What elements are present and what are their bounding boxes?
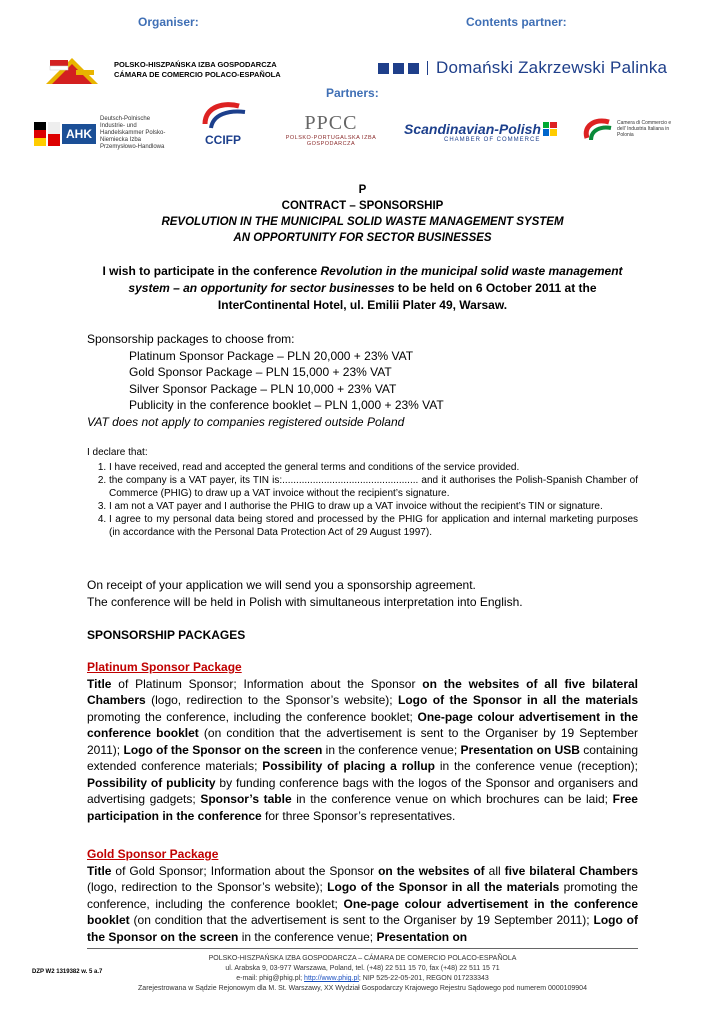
title-letter: P xyxy=(358,184,367,196)
platinum-description xyxy=(87,676,638,825)
platinum-text-segment: in the conference venue; xyxy=(322,742,461,757)
declaration-item: 3. I am not a VAT payer and I authorise the PHIG to draw up a VAT invoice without the recipient’s TIN or signature. xyxy=(109,500,638,513)
declaration-list xyxy=(87,461,638,539)
gold-text-segment: Presentation on xyxy=(376,929,468,944)
intro-part-1: I wish to participate in the conference xyxy=(102,264,321,278)
italian-chamber-logo xyxy=(581,116,679,142)
gold-title: Gold Sponsor Package xyxy=(87,847,219,861)
phig-name xyxy=(114,60,281,80)
ppcc-name: PPCC xyxy=(304,112,358,134)
declaration-item: 4. I agree to my personal data being stored and processed by the PHIG for application and internal marketing purposes (in accordance with the Personal Data Protection Act of 29 August 1997). xyxy=(109,513,638,539)
package-option: Platinum Sponsor Package – PLN 20,000 + 23% VAT xyxy=(129,348,414,363)
doc-code: DZP W2 1319382 w. 5 a.7 xyxy=(32,969,103,975)
declare-heading: I declare that: xyxy=(87,447,148,458)
footer xyxy=(87,954,638,994)
platinum-text-segment: One-page colour advertisement in the conference booklet xyxy=(87,709,638,740)
gold-text-segment: all xyxy=(484,863,505,878)
gold-text-segment: One-page colour advertisement in the conference booklet xyxy=(87,896,638,927)
platinum-text-segment: by funding conference bags with the logos of the Sponsor and organisers and advertising gadgets; xyxy=(87,775,638,806)
ccifp-logo xyxy=(190,100,256,147)
ccifp-name: CCIFP xyxy=(205,133,241,147)
platinum-title: Platinum Sponsor Package xyxy=(87,660,242,674)
phig-logo xyxy=(42,52,102,88)
package-option: Publicity in the conference booklet – PLN 1,000 + 23% VAT xyxy=(129,398,444,412)
platinum-text-segment: Possibility of placing a rollup xyxy=(262,759,436,773)
platinum-text-segment: in the conference venue (reception); xyxy=(435,759,639,773)
gold-text-segment: Logo of the Sponsor on the screen xyxy=(87,913,638,944)
receipt-line-2: The conference will be held in Polish with simultaneous interpretation into English. xyxy=(87,594,523,609)
ccifp-swoosh-icon xyxy=(195,100,251,130)
scandinavian-polish-logo xyxy=(404,121,557,143)
receipt-notice xyxy=(87,577,638,610)
contract-title xyxy=(87,182,638,246)
gold-text-segment: Logo of the Sponsor in all the materials xyxy=(327,880,560,894)
dzp-square-icon xyxy=(408,63,419,74)
platinum-text-segment: of Platinum Sponsor; Information about the Sponsor xyxy=(111,676,423,691)
package-option: Gold Sponsor Package – PLN 15,000 + 23% VAT xyxy=(129,365,392,379)
platinum-text-segment: containing extended conference materials; xyxy=(87,742,639,773)
platinum-text-segment: (on condition that the advertisement is sent to the Organiser by 19 September 2011); xyxy=(87,726,638,757)
title-line-3: AN OPPORTUNITY FOR SECTOR BUSINESSES xyxy=(233,232,492,244)
participation-statement xyxy=(87,263,638,314)
dzp-name: Domański Zakrzewski Palinka xyxy=(436,58,668,77)
scandinavian-polish-name: Scandinavian-Polish xyxy=(404,121,541,137)
declarations xyxy=(87,446,638,539)
organiser-label: Organiser: xyxy=(138,15,199,29)
phig-name-pl: POLSKO-HISZPAŃSKA IZBA GOSPODARCZA xyxy=(114,60,277,69)
ppcc-logo xyxy=(284,112,378,147)
footer-email: e-mail: phig@phig.pl; xyxy=(236,975,305,982)
package-options xyxy=(87,331,638,430)
declaration-item: 1. I have received, read and accepted the general terms and conditions of the service provided. xyxy=(109,461,638,474)
scandinavian-flags-icon xyxy=(543,122,557,136)
footer-line-2: ul. Arabska 9, 03-977 Warszawa, Poland, tel. (+48) 22 511 15 70, fax (+48) 22 511 15 71 xyxy=(225,965,500,972)
platinum-text-segment: Free participation in the conference xyxy=(87,792,638,823)
footer-website-link[interactable]: http://www.phig.pl xyxy=(304,975,359,982)
packages-heading: Sponsorship packages to choose from: xyxy=(87,332,295,346)
contents-partner-label: Contents partner: xyxy=(466,15,567,29)
platinum-text-segment: Presentation on USB xyxy=(460,742,580,757)
gold-text-segment: of Gold Sponsor; Information about the Sponsor xyxy=(111,863,379,878)
platinum-text-segment: promoting the conference, including the conference booklet; xyxy=(87,709,418,724)
intro-part-2: to be held on 6 October 2011 at the InterContinental Hotel, ul. Emilii Plater 49, Warsaw. xyxy=(217,281,597,312)
title-line-2: REVOLUTION IN THE MUNICIPAL SOLID WASTE MANAGEMENT SYSTEM xyxy=(161,216,564,228)
dzp-divider xyxy=(427,61,428,75)
gold-text-segment: (logo, redirection to the Sponsor’s website); xyxy=(87,880,328,894)
platinum-text-segment: Logo of the Sponsor on the screen xyxy=(123,742,323,757)
platinum-section xyxy=(87,659,638,824)
gold-section xyxy=(87,846,638,945)
ppcc-subtitle: POLSKO-PORTUGALSKA IZBA GOSPODARCZA xyxy=(285,135,377,147)
gold-text-segment: promoting the conference, including the conference booklet; xyxy=(87,880,638,911)
gold-description xyxy=(87,863,638,946)
platinum-text-segment: Logo of the Sponsor in all the materials xyxy=(398,693,638,707)
receipt-line-1: On receipt of your application we will send you a sponsorship agreement. xyxy=(87,578,476,592)
gold-text-segment: in the conference venue; xyxy=(238,929,377,944)
footer-ids: ; NIP 525-22-05-201, REGON 017233343 xyxy=(358,975,489,982)
platinum-text-segment: in the conference venue on which brochures can be laid; xyxy=(291,792,613,806)
package-option: Silver Sponsor Package – PLN 10,000 + 23% VAT xyxy=(129,381,397,396)
gold-text-segment: (on condition that the advertisement is sent to the Organiser by 19 September 2011); xyxy=(129,913,594,927)
dzp-square-icon xyxy=(378,63,389,74)
gold-text-segment: Title xyxy=(87,863,112,878)
declaration-item: 2. the company is a VAT payer, its TIN is:................................................. and it authorises the Polish-Spanish Chamber of Commerce (PHIG) to draw up a VAT invoice without the recipient’s signature. xyxy=(109,474,638,500)
title-line-1: CONTRACT – SPONSORSHIP xyxy=(281,200,444,212)
footer-line-1: POLSKO-HISZPAŃSKA IZBA GOSPODARCZA – CÁMARA DE COMERCIO POLACO-ESPAÑOLA xyxy=(208,955,517,962)
scandinavian-polish-subtitle: CHAMBER OF COMMERCE xyxy=(444,137,541,143)
footer-divider xyxy=(87,948,638,949)
vat-note: VAT does not apply to companies registered outside Poland xyxy=(87,414,405,429)
ahk-subtitle: Deutsch-Polnische Industrie- und Handelskammer Polsko-Niemiecka Izba Przemysłowo-Handlowa xyxy=(100,116,166,150)
phig-name-es: CÁMARA DE COMERCIO POLACO-ESPAÑOLA xyxy=(114,70,281,79)
ahk-flag-icon xyxy=(34,122,60,146)
partners-label: Partners: xyxy=(326,86,379,100)
phig-emblem-icon xyxy=(42,52,102,88)
ahk-name: AHK xyxy=(62,124,96,144)
footer-line-3 xyxy=(87,974,638,984)
platinum-text-segment: Possibility of publicity xyxy=(87,775,216,790)
conference-name: Revolution in the municipal solid waste management system – an opportunity for sector businesses xyxy=(128,264,623,295)
ahk-logo xyxy=(34,116,170,151)
platinum-text-segment: Sponsor’s table xyxy=(200,792,292,806)
gold-text-segment: on the websites of xyxy=(378,863,485,878)
italian-chamber-subtitle: Camera di Commercio e dell' Industria Italiana in Polonia xyxy=(617,120,672,138)
italian-chamber-emblem-icon xyxy=(581,116,615,142)
dzp-square-icon xyxy=(393,63,404,74)
platinum-text-segment: for three Sponsor’s representatives. xyxy=(261,808,456,823)
package-list xyxy=(87,348,638,414)
platinum-text-segment: (logo, redirection to the Sponsor’s website); xyxy=(145,693,398,707)
footer-line-4: Zarejestrowana w Sądzie Rejonowym dla M. St. Warszawy, XX Wydział Gospodarczy Krajowego Rejestru Sądowego pod numerem 0000109904 xyxy=(138,985,587,992)
dzp-logo xyxy=(378,58,667,78)
sponsorship-packages-heading: SPONSORSHIP PACKAGES xyxy=(87,628,246,642)
gold-text-segment: five bilateral Chambers xyxy=(504,863,638,878)
platinum-text-segment: on the websites of all five bilateral Chambers xyxy=(87,676,638,707)
platinum-text-segment: Title xyxy=(87,676,112,691)
